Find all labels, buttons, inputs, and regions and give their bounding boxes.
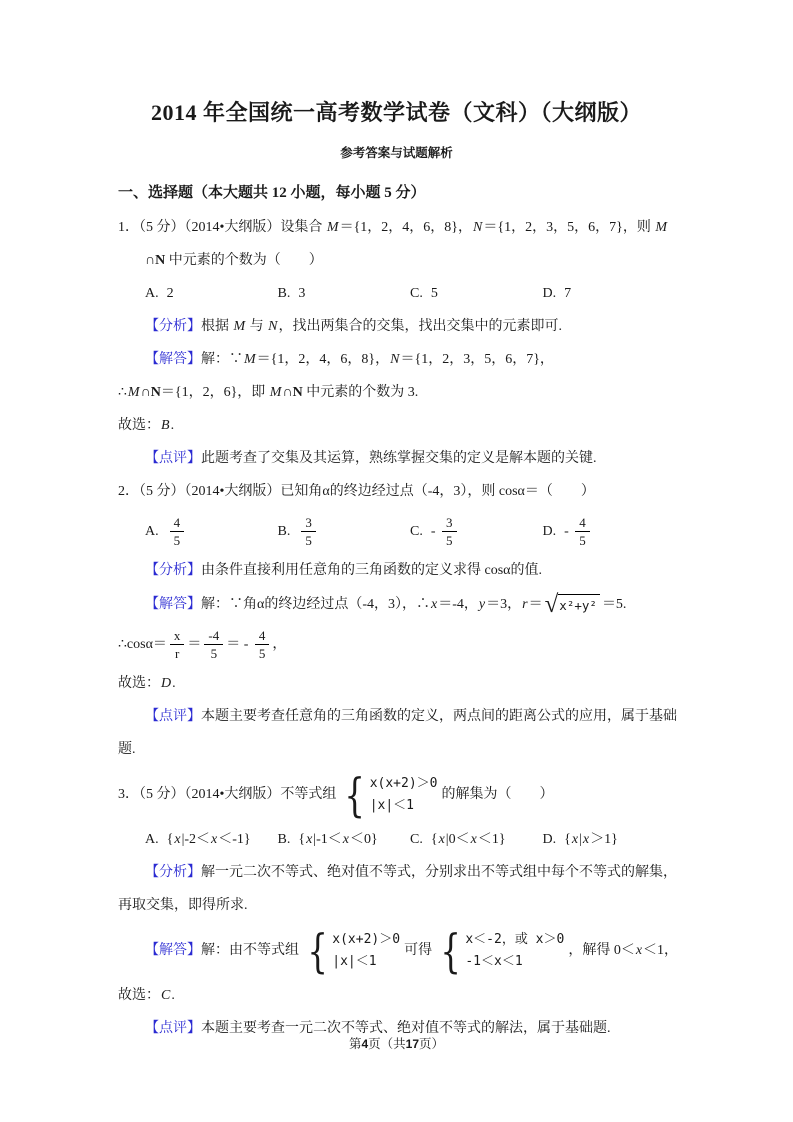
- text-run: 3．（5 分）（2014•大纲版）不等式组: [118, 787, 337, 802]
- option-label: B.: [277, 832, 291, 847]
- text-run: .: [171, 988, 175, 1003]
- text-run: 解：由不等式组: [201, 943, 299, 958]
- text-run: 故选：: [118, 418, 160, 433]
- text-run: .: [170, 418, 175, 433]
- text-run: {: [564, 832, 571, 847]
- text-run: 由条件直接利用任意角的三角函数的定义求得 cosα的值.: [201, 563, 542, 578]
- text-run: 2: [166, 286, 174, 301]
- text-run: |: [579, 832, 582, 847]
- page-title: 2014 年全国统一高考数学试卷（文科）（大纲版）: [150, 100, 642, 125]
- option-d: [543, 830, 676, 850]
- inequality-rows: [370, 773, 438, 817]
- option-label: D.: [542, 286, 557, 301]
- math-variable: M: [269, 385, 282, 400]
- text-run: 的解集为（ ）: [441, 787, 554, 802]
- question-line: [118, 674, 675, 694]
- text-run: 再取交集，即得所求.: [118, 898, 248, 913]
- math-variable: x: [431, 596, 438, 612]
- radical-sign-icon: √: [544, 591, 559, 618]
- fraction-numerator: 3: [442, 515, 457, 532]
- question-3: [118, 768, 679, 1039]
- fraction-numerator: 3: [301, 515, 316, 532]
- comment-label: 【点评】: [145, 451, 201, 466]
- question-line: [118, 350, 675, 370]
- footer-text: 页（共: [368, 1037, 406, 1051]
- text-run: 故选：: [118, 676, 160, 691]
- text-run: ∩: [140, 385, 151, 400]
- question-1: [118, 218, 675, 469]
- question-line: [118, 863, 675, 883]
- left-brace-icon: {: [307, 924, 328, 978]
- option-b: [278, 830, 411, 850]
- inequality-system: [303, 924, 401, 978]
- page-footer: [0, 1034, 793, 1052]
- text-run: ＝5.: [601, 596, 627, 612]
- text-run: 5: [430, 286, 438, 301]
- question-line: [118, 251, 675, 271]
- math-variable: x: [635, 943, 643, 958]
- option-a: [145, 284, 278, 304]
- math-variable: x: [571, 832, 579, 847]
- section-heading: 一、选择题（本大题共 12 小题，每小题 5 分）: [118, 185, 426, 201]
- inequality-rows: [332, 929, 400, 973]
- footer-text: 页）: [419, 1037, 445, 1051]
- text-run: ＝{1，2，6}，即: [160, 385, 269, 400]
- question-line: [118, 218, 675, 238]
- math-variable: M: [127, 385, 140, 400]
- text-run: ＜-1}: [218, 832, 251, 847]
- option-b: [278, 515, 411, 548]
- text-run: ，解得 0＜: [568, 943, 635, 958]
- question-line: [118, 482, 675, 502]
- math-variable: x: [174, 832, 181, 847]
- fraction-denominator: 5: [173, 533, 181, 548]
- option-label: D.: [542, 523, 557, 539]
- fraction: [301, 515, 316, 548]
- inequality-row: x＜-2，或 x＞0: [465, 932, 565, 947]
- option-label: B.: [277, 286, 291, 301]
- option-d: [543, 515, 676, 548]
- text-run: ＝{1，2，3，5，6，7}，则: [483, 220, 655, 235]
- text-run: ∩: [282, 385, 293, 400]
- question-line: [118, 383, 675, 403]
- fraction: [442, 515, 457, 548]
- option-label: D.: [542, 832, 557, 847]
- text-run: ＜1}: [477, 832, 506, 847]
- text-run: ∴cosα＝: [118, 636, 167, 652]
- question-line: [118, 416, 675, 436]
- text-run: ＝-4，: [438, 596, 478, 612]
- math-variable: B: [161, 418, 170, 433]
- option-label: C.: [410, 286, 423, 301]
- text-run: |-2＜: [181, 832, 211, 847]
- text-run: 可得: [404, 943, 433, 958]
- left-brace-icon: {: [440, 924, 461, 978]
- text-run: ＜0}: [349, 832, 378, 847]
- text-run: 解：∵: [201, 352, 243, 367]
- math-variable-bold: N: [150, 385, 161, 400]
- text-run: {: [166, 832, 174, 847]
- question-line: [118, 449, 675, 469]
- text-run: ∩: [145, 253, 156, 268]
- text-run: ＝{1，2，3，5，6，7}，: [400, 352, 554, 367]
- text-run: ＝: [187, 636, 202, 652]
- text-run: 与: [246, 319, 268, 334]
- text-run: |-1＜: [313, 832, 342, 847]
- question-line: [118, 986, 675, 1006]
- option-label: C.: [410, 523, 423, 539]
- text-run: 7: [564, 286, 572, 301]
- option-c: [410, 515, 543, 548]
- sqrt-expression: [544, 591, 600, 618]
- radicand: x²+y²: [558, 594, 600, 614]
- text-run: -: [564, 523, 573, 539]
- fraction-denominator: 5: [210, 646, 218, 661]
- analysis-label: 【分析】: [145, 319, 201, 334]
- math-variable: M: [233, 319, 246, 334]
- questions-container: [118, 218, 679, 1039]
- fraction: [204, 628, 223, 661]
- math-variable-bold: N: [155, 253, 166, 268]
- fraction-numerator: x: [170, 628, 185, 645]
- math-variable: r: [522, 596, 528, 612]
- math-variable: x: [342, 832, 349, 847]
- text-run: ＝{1，2，4，6，8}，: [339, 220, 473, 235]
- text-run: ＝: [528, 596, 543, 612]
- option-d: [543, 284, 676, 304]
- math-variable: N: [390, 352, 400, 367]
- options-row: [118, 284, 675, 304]
- text-run: {: [430, 832, 438, 847]
- question-line: [118, 924, 679, 978]
- total-pages: 17: [405, 1037, 420, 1051]
- inequality-row: |x|＜1: [369, 798, 414, 813]
- math-variable: x: [582, 832, 590, 847]
- math-variable: M: [326, 220, 339, 235]
- math-variable: x: [211, 832, 218, 847]
- analysis-label: 【分析】: [145, 865, 201, 880]
- inequality-row: -1＜x＜1: [465, 954, 523, 969]
- math-variable: C: [161, 988, 171, 1003]
- option-label: A.: [145, 286, 159, 301]
- text-run: 此题考查了交集及其运算，熟练掌握交集的定义是解本题的关键.: [201, 451, 597, 466]
- inequality-system: [340, 768, 438, 822]
- text-run: ，找出两集合的交集，找出交集中的元素即可.: [278, 319, 563, 334]
- option-label: A.: [145, 523, 159, 539]
- math-variable-bold: N: [292, 385, 303, 400]
- answer-label: 【解答】: [145, 596, 201, 612]
- option-b: [278, 284, 411, 304]
- question-2: [118, 482, 675, 760]
- text-run: |0＜: [445, 832, 470, 847]
- math-variable: D: [161, 676, 172, 691]
- fraction-denominator: 5: [258, 646, 266, 661]
- text-run: 2．（5 分）（2014•大纲版）已知角α的终边经过点（-4，3），则 cosα＝（ ）: [118, 484, 595, 499]
- option-a: [145, 830, 278, 850]
- text-run: 故选：: [118, 988, 160, 1003]
- text-run: 根据: [201, 319, 233, 334]
- analysis-label: 【分析】: [145, 563, 201, 578]
- fraction: [170, 628, 185, 661]
- fraction: [575, 515, 590, 548]
- inequality-rows: [465, 929, 564, 973]
- inequality-row: x(x+2)＞0: [369, 776, 438, 791]
- options-row: [118, 830, 675, 850]
- fraction-numerator: 4: [255, 628, 270, 645]
- text-run: 中元素的个数为（ ）: [165, 253, 323, 268]
- question-line: [118, 591, 675, 618]
- text-run: 本题主要考查一元二次不等式、绝对值不等式的解法，属于基础题.: [201, 1021, 611, 1036]
- question-line: [118, 707, 675, 727]
- math-variable: M: [655, 220, 667, 235]
- question-line: [118, 317, 675, 337]
- text-run: 1．（5 分）（2014•大纲版）设集合: [118, 220, 326, 235]
- math-variable: N: [268, 319, 278, 334]
- text-run: .: [172, 676, 176, 691]
- left-brace-icon: {: [344, 768, 366, 822]
- answer-label: 【解答】: [145, 352, 201, 367]
- footer-text: 第: [348, 1037, 362, 1051]
- math-variable: x: [470, 832, 477, 847]
- text-run: 题.: [118, 742, 136, 757]
- option-label: C.: [410, 832, 423, 847]
- document-subtitle: 参考答案与试题解析: [340, 146, 453, 160]
- question-line: [118, 896, 675, 916]
- inequality-system: [436, 924, 565, 978]
- option-label: B.: [277, 523, 291, 539]
- question-line: [118, 561, 675, 581]
- question-line: [118, 740, 675, 760]
- inequality-row: x(x+2)＞0: [332, 932, 401, 947]
- fraction-numerator: 4: [575, 515, 590, 532]
- text-run: ，: [272, 636, 287, 652]
- answer-label: 【解答】: [145, 943, 201, 958]
- question-line: [118, 768, 675, 822]
- options-row: [118, 515, 675, 548]
- text-run: {: [298, 832, 306, 847]
- inequality-row: |x|＜1: [332, 954, 377, 969]
- text-run: 解：∵角α的终边经过点（-4，3），∴: [201, 596, 430, 612]
- fraction: [255, 628, 270, 661]
- math-variable: y: [478, 596, 486, 612]
- math-variable: N: [473, 220, 483, 235]
- option-label: A.: [145, 832, 159, 847]
- option-a: [145, 515, 278, 548]
- option-c: [410, 830, 543, 850]
- fraction-denominator: 5: [446, 533, 453, 548]
- text-run: -: [430, 523, 440, 539]
- fraction: [170, 515, 185, 548]
- text-run: ＝ -: [226, 636, 252, 652]
- text-run: ＞1}: [590, 832, 618, 847]
- text-run: 解一元二次不等式、绝对值不等式，分别求出不等式组中每个不等式的解集，: [201, 865, 677, 880]
- fraction-denominator: 5: [579, 533, 586, 548]
- text-run: ∴: [118, 385, 127, 400]
- comment-label: 【点评】: [145, 709, 201, 724]
- math-variable: M: [244, 352, 256, 367]
- text-run: 中元素的个数为 3.: [302, 385, 419, 400]
- page-number: 4: [361, 1037, 369, 1051]
- math-variable: x: [306, 832, 313, 847]
- text-run: ＝3，: [486, 596, 522, 612]
- text-run: 3: [298, 286, 306, 301]
- question-line: [118, 628, 675, 661]
- fraction-denominator: r: [174, 646, 180, 661]
- math-variable: x: [438, 832, 445, 847]
- option-c: [410, 284, 543, 304]
- text-run: 本题主要考查任意角的三角函数的定义，两点间的距离公式的应用，属于基础: [201, 709, 677, 724]
- fraction-numerator: -4: [204, 628, 223, 645]
- fraction-numerator: 4: [170, 515, 185, 532]
- text-run: ＜1，: [643, 943, 679, 958]
- fraction-denominator: 5: [305, 533, 312, 548]
- comment-label: 【点评】: [145, 1021, 201, 1036]
- text-run: ＝{1，2，4，6，8}，: [256, 352, 390, 367]
